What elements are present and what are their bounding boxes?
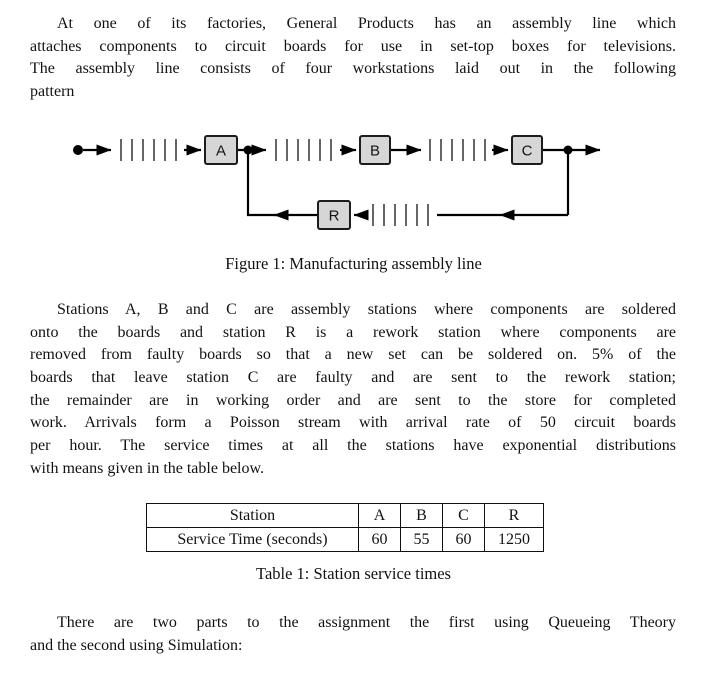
station-r-label: R bbox=[328, 207, 340, 225]
text-line: Stations A, B and C are assembly stations where components are soldered bbox=[57, 301, 676, 318]
text-line: and the second using Simulation: bbox=[30, 636, 243, 654]
queue-before-a bbox=[121, 139, 176, 161]
cell-service-a: 60 bbox=[359, 528, 401, 552]
junction-after-a-dot bbox=[244, 146, 253, 155]
station-c-label: C bbox=[521, 142, 533, 160]
table-caption: Table 1: Station service times bbox=[256, 564, 451, 583]
service-times-table bbox=[146, 503, 544, 552]
cell-service-b: 55 bbox=[401, 528, 443, 552]
text-line: work. Arrivals form a Poisson stream with arrival rate of 50 circuit boards bbox=[30, 414, 676, 432]
text-line: The assembly line consists of four workstations laid out in the following bbox=[30, 60, 676, 78]
text-line: attaches components to circuit boards for use in set-top boxes for televisions. bbox=[30, 37, 676, 55]
text-line: pattern bbox=[30, 83, 75, 101]
paragraph-intro bbox=[30, 13, 676, 104]
header-r: R bbox=[485, 504, 544, 528]
header-station: Station bbox=[147, 504, 359, 528]
station-a-label: A bbox=[215, 142, 227, 160]
figure-caption: Figure 1: Manufacturing assembly line bbox=[225, 254, 482, 273]
cell-service-time-label: Service Time (seconds) bbox=[147, 528, 359, 552]
text-line: per hour. The service times at all the stations have exponential distributions bbox=[30, 437, 676, 455]
junction-after-c-dot bbox=[564, 146, 573, 155]
header-b: B bbox=[401, 504, 443, 528]
table-data-row bbox=[147, 528, 544, 552]
cell-service-c: 60 bbox=[443, 528, 485, 552]
text-line: boards that leave station C are faulty and are sent to the rework station; bbox=[30, 369, 676, 387]
source-dot bbox=[73, 145, 83, 155]
text-line: removed from faulty boards so that a new set can be soldered on. 5% of the bbox=[30, 346, 676, 364]
text-line: the remainder are in working order and are sent to the store for completed bbox=[30, 391, 676, 409]
text-line: There are two parts to the assignment the first using Queueing Theory bbox=[57, 614, 676, 631]
text-line: with means given in the table below. bbox=[30, 459, 265, 477]
station-b-label: B bbox=[369, 142, 381, 160]
paragraph-assignment-parts bbox=[30, 612, 676, 657]
text-line: At one of its factories, General Products has an assembly line which bbox=[57, 15, 676, 32]
assembly-line-diagram bbox=[0, 130, 707, 242]
header-a: A bbox=[359, 504, 401, 528]
text-line: onto the boards and station R is a rework station where components are bbox=[30, 323, 676, 341]
table-header-row bbox=[147, 504, 544, 528]
queue-before-r bbox=[373, 204, 428, 226]
queue-before-b bbox=[276, 139, 331, 161]
cell-service-r: 1250 bbox=[485, 528, 544, 552]
paragraph-description bbox=[30, 299, 676, 481]
queue-before-c bbox=[430, 139, 485, 161]
header-c: C bbox=[443, 504, 485, 528]
